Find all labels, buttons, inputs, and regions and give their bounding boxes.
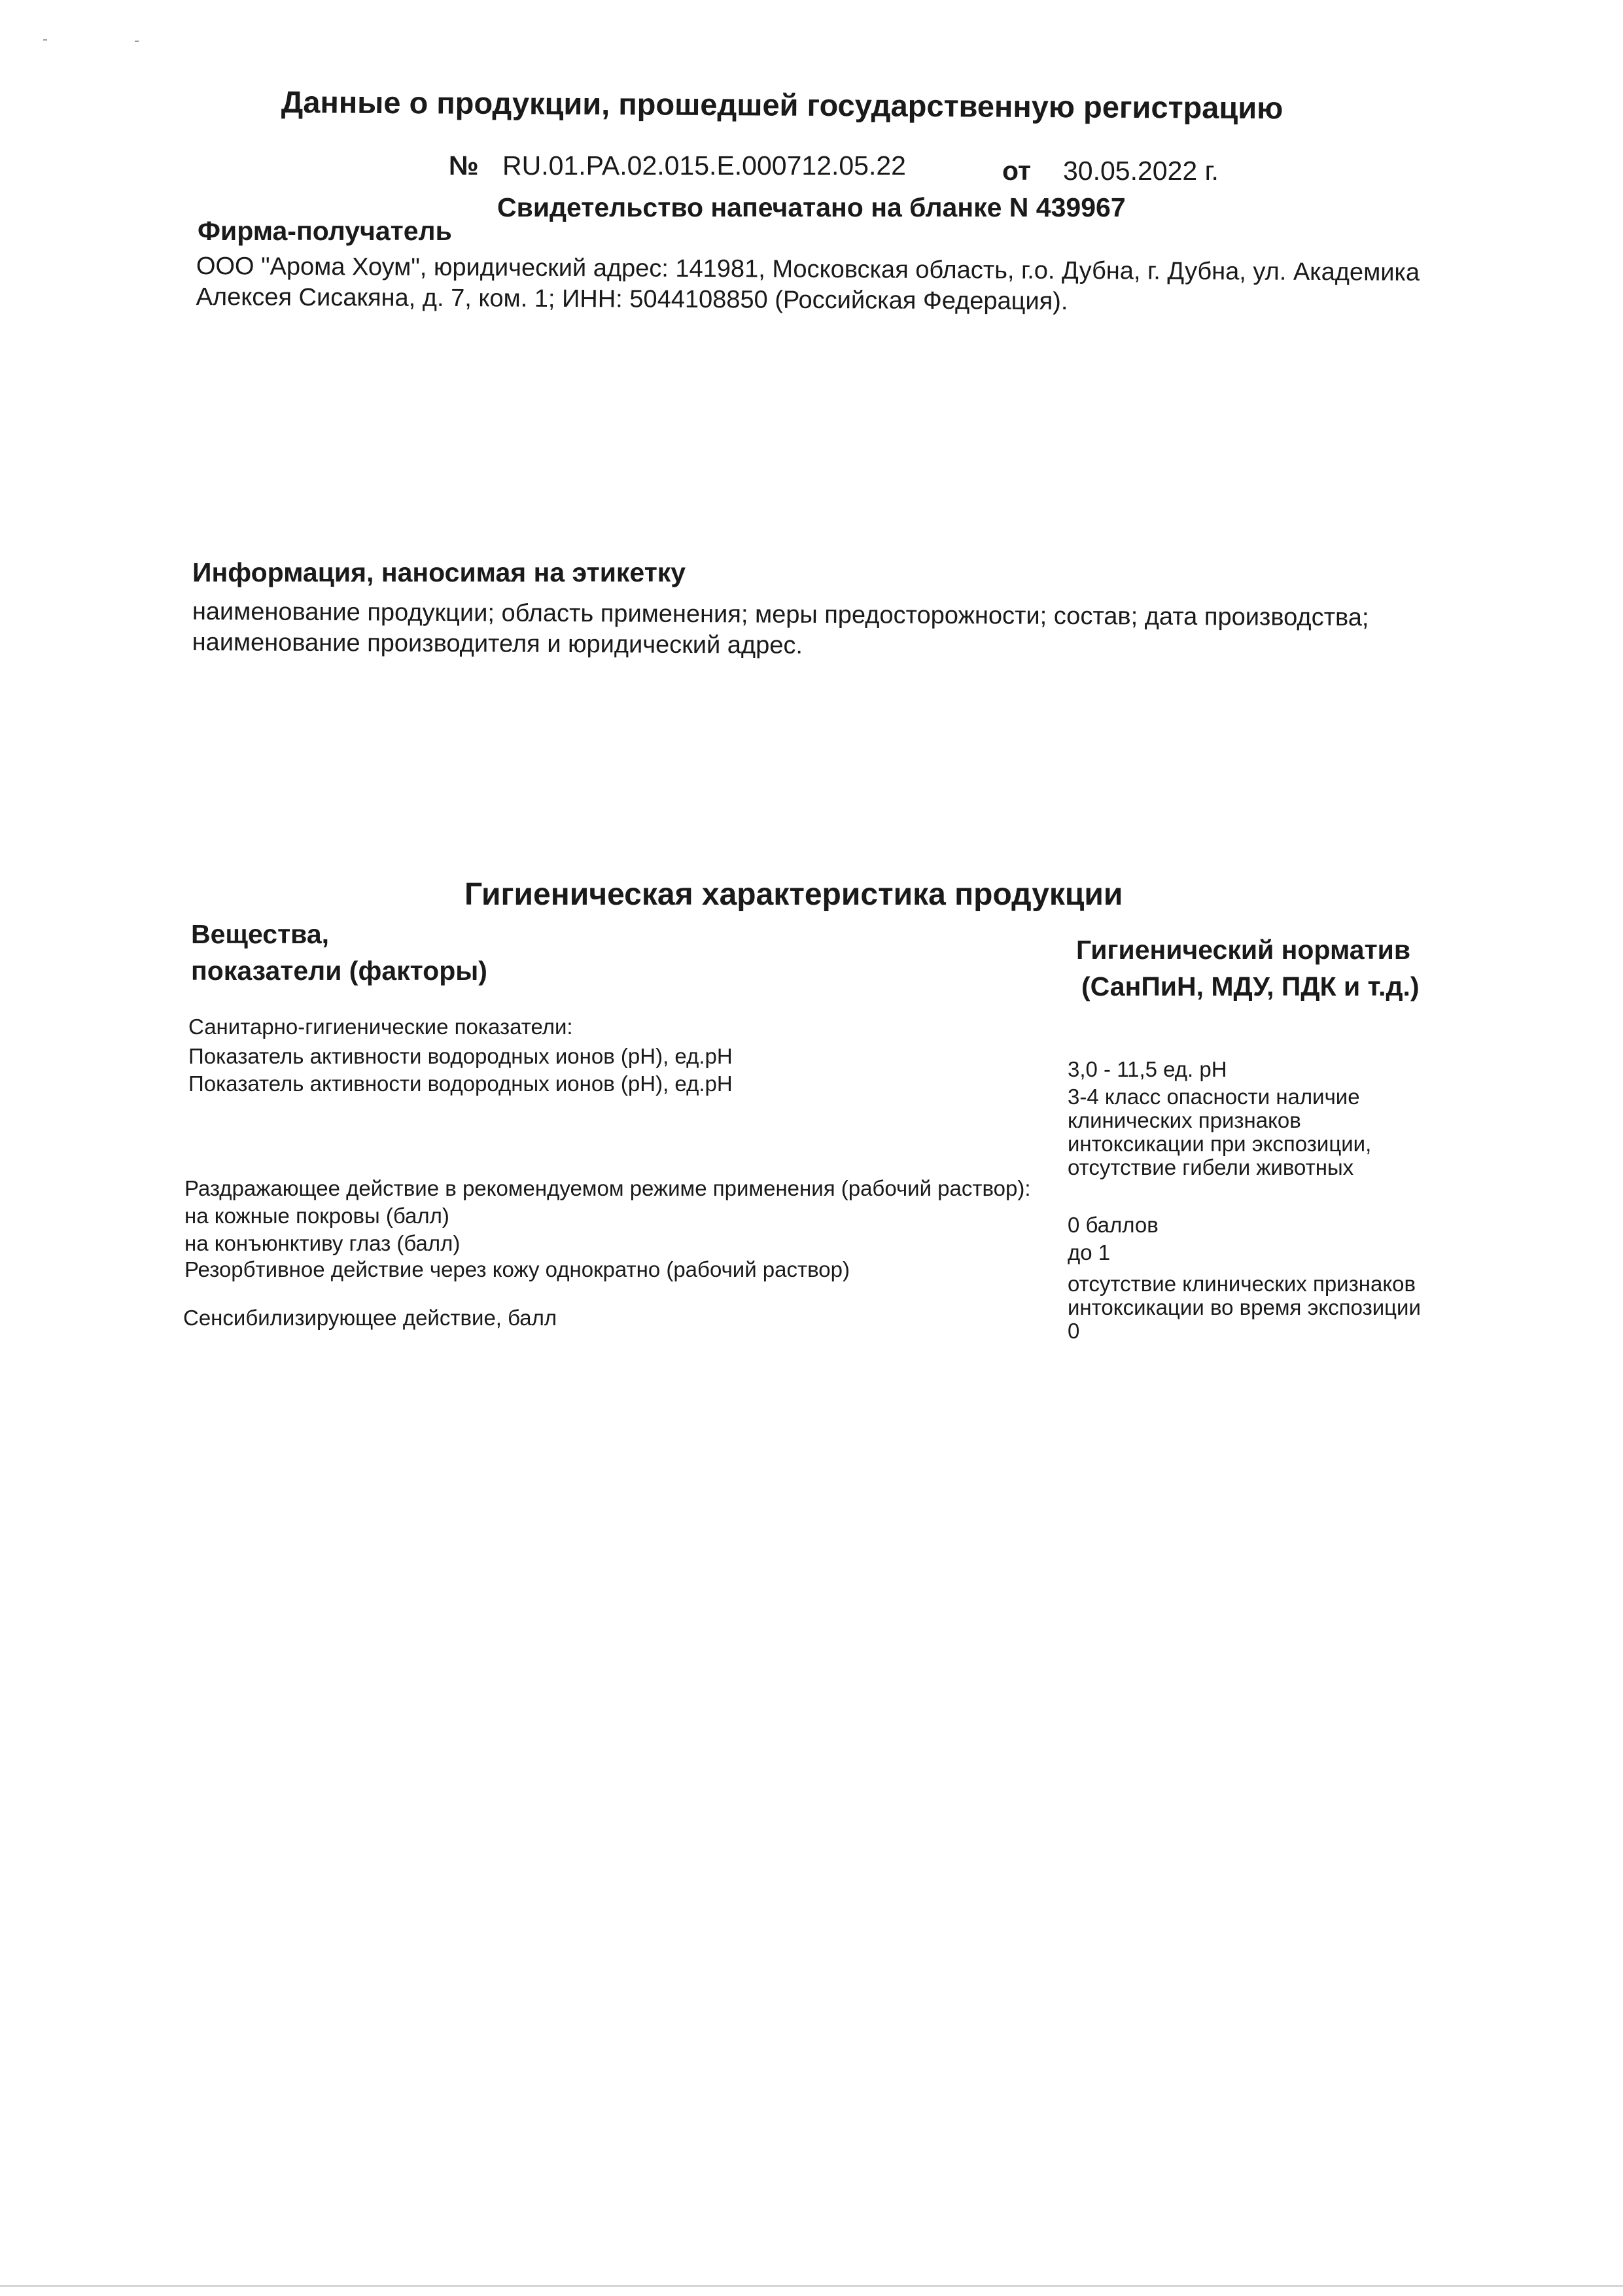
- certificate-note: Свидетельство напечатано на бланке N 439967: [497, 192, 1126, 222]
- label-info-line: наименование производителя и юридический адрес.: [192, 628, 803, 659]
- norm-row: отсутствие клинических признаков: [1068, 1272, 1416, 1296]
- norm-row: 0 баллов: [1068, 1213, 1159, 1237]
- recipient-address: [196, 251, 1420, 319]
- norm-row: 3-4 класс опасности наличие: [1068, 1085, 1360, 1109]
- norm-row: до 1: [1068, 1240, 1111, 1264]
- indicator-row: на кожные покровы (балл): [184, 1204, 449, 1228]
- indicator-row: на конъюнктиву глаз (балл): [184, 1231, 461, 1255]
- date-label: от: [1002, 156, 1032, 186]
- indicator-row: Сенсибилизирующее действие, балл: [183, 1306, 557, 1330]
- scan-edge-line: [0, 2285, 1623, 2287]
- norm-row: интоксикации во время экспозиции: [1068, 1295, 1421, 1319]
- label-info-line: наименование продукции; область применения; меры предосторожности; состав; дата производства;: [192, 598, 1369, 632]
- recipient-heading: Фирма-получатель: [198, 216, 452, 246]
- indicator-row: Показатель активности водородных ионов (рН), ед.рН: [188, 1071, 733, 1096]
- scan-speck: [135, 41, 139, 42]
- norm-row: 3,0 - 11,5 ед. рН: [1068, 1057, 1227, 1081]
- registration-date: 30.05.2022 г.: [1063, 156, 1219, 186]
- norm-row: 0: [1068, 1319, 1080, 1343]
- norm-row: клинических признаков: [1068, 1108, 1301, 1132]
- norm-column-heading: Гигиенический норматив (СанПиН, МДУ, ПДК и т.д.): [1076, 935, 1420, 1001]
- scan-speck: [43, 39, 47, 41]
- recipient-line: ООО "Арома Хоум", юридический адрес: 141981, Московская область, г.о. Дубна, г. Дубна, ул. Академика: [196, 252, 1420, 287]
- label-info-text: [192, 597, 1369, 664]
- norm-row: интоксикации при экспозиции,: [1068, 1132, 1372, 1156]
- hygiene-heading: Гигиеническая характеристика продукции: [464, 877, 1123, 912]
- number-label: №: [449, 150, 479, 181]
- indicator-row: Санитарно-гигиенические показатели:: [188, 1015, 573, 1039]
- substances-column-heading: Вещества, показатели (факторы): [191, 919, 487, 986]
- page-title: Данные о продукции, прошедшей государственную регистрацию: [281, 84, 1283, 126]
- indicator-row: Показатель активности водородных ионов (рН), ед.рН: [188, 1044, 733, 1068]
- indicator-row: Раздражающее действие в рекомендуемом режиме применения (рабочий раствор):: [184, 1176, 1031, 1200]
- indicator-row: Резорбтивное действие через кожу однократно (рабочий раствор): [184, 1257, 850, 1281]
- recipient-line: Алексея Сисакяна, д. 7, ком. 1; ИНН: 5044108850 (Российская Федерация).: [196, 283, 1068, 315]
- norm-row: отсутствие гибели животных: [1068, 1155, 1354, 1179]
- registration-number: RU.01.PA.02.015.E.000712.05.22: [502, 150, 906, 181]
- label-info-heading: Информация, наносимая на этикетку: [192, 557, 686, 587]
